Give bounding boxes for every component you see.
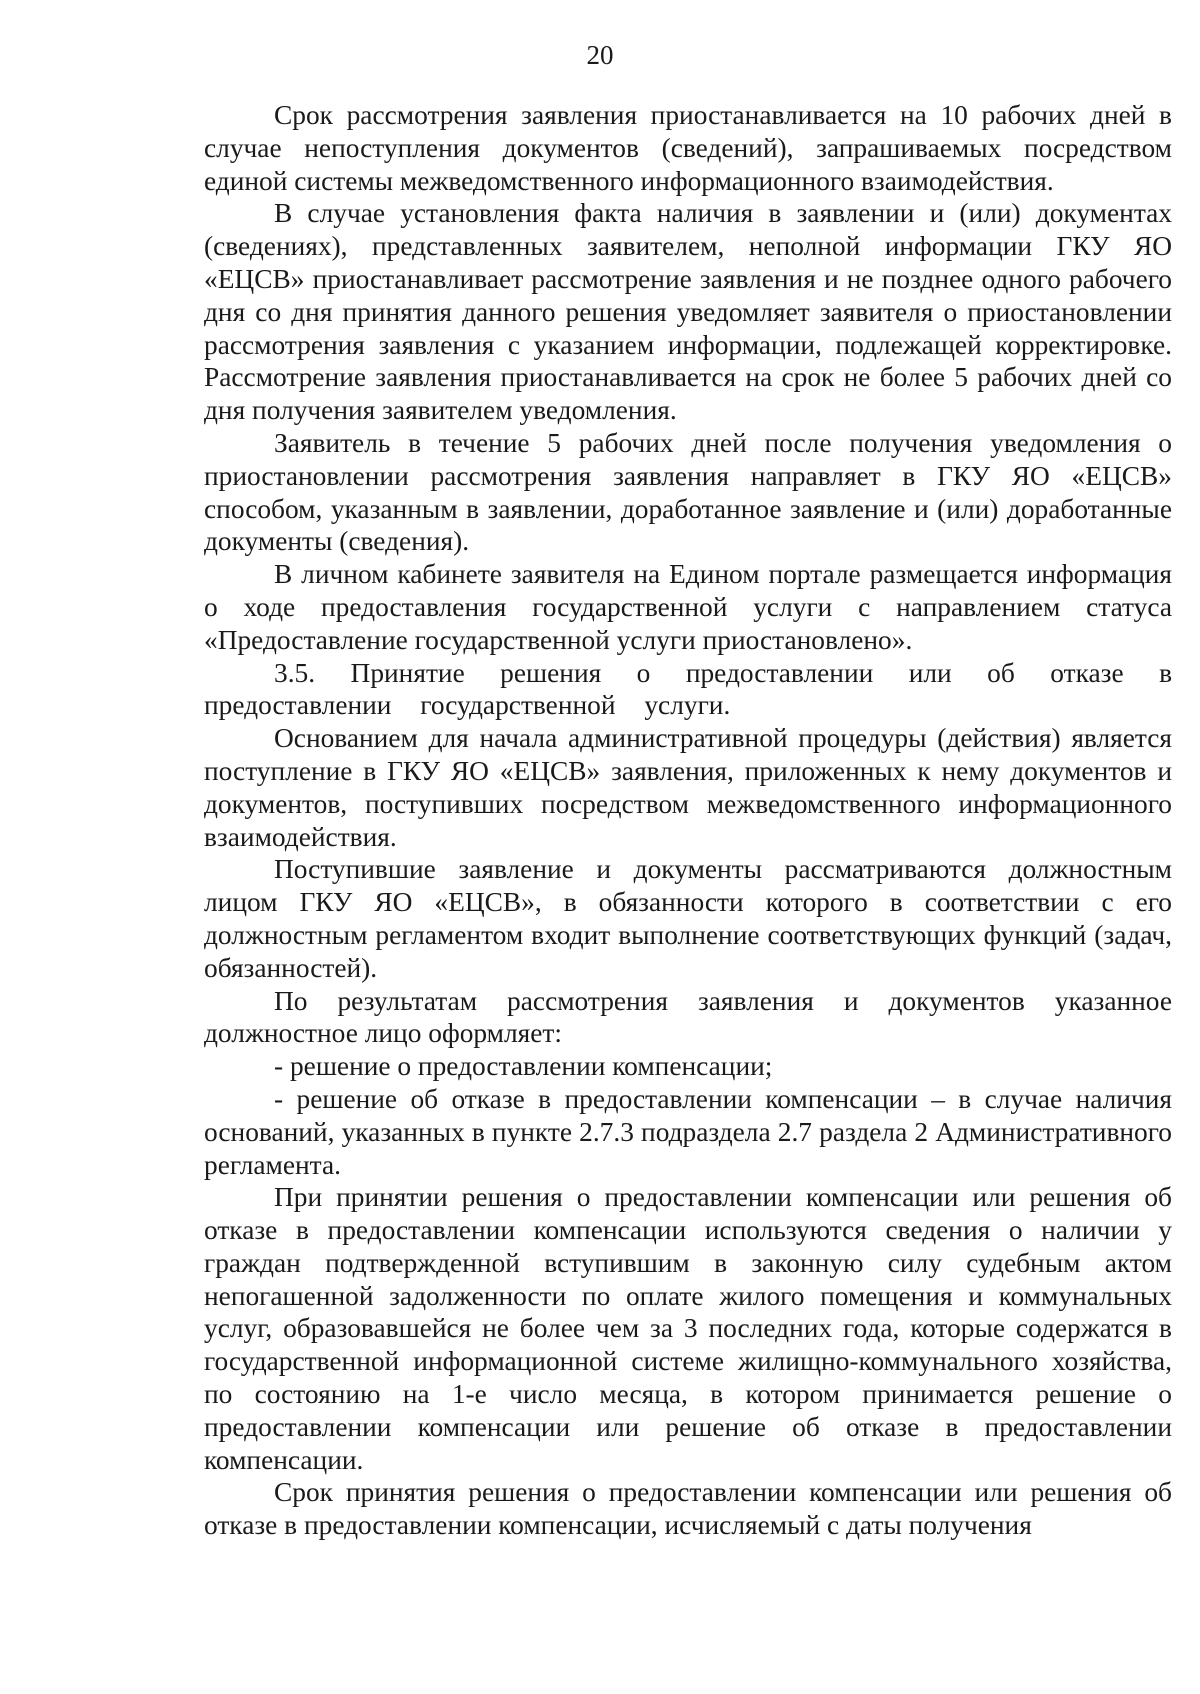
page-number: 20 — [586, 40, 614, 70]
paragraph-applicant-resubmission: Заявитель в течение 5 рабочих дней после получения уведомления о приостановлении рассмотрения заявления направляет в ГКУ ЯО «ЕЦСВ» способом, указанным в заявлении, доработанное заявление и (или) доработанные документы (сведения). — [204, 427, 1172, 557]
paragraph-personal-account-status: В личном кабинете заявителя на Едином портале размещается информация о ходе предоставления государственной услуги с направлением статуса «Предоставление государственной услуги приостановлено». — [204, 559, 1172, 655]
paragraph-incomplete-information: В случае установления факта наличия в заявлении и (или) документах (сведениях), представленных заявителем, неполной информации ГКУ ЯО «ЕЦСВ» приостанавливает рассмотрение заявления и не позднее одного рабочего дня со дня принятия данного решения уведомляет заявителя о приостановлении рассмотрения заявления с указанием информации, подлежащей корректировке. Рассмотрение заявления приостанавливается на срок не более 5 рабочих дней со дня получения заявителем уведомления. — [204, 198, 1172, 426]
list-item-refusal-decision: - решение об отказе в предоставлении компенсации – в случае наличия оснований, указанных в пункте 2.7.3 подраздела 2.7 раздела 2 Административного регламента. — [204, 1083, 1172, 1180]
paragraph-debt-information: При принятии решения о предоставлении компенсации или решения об отказе в предоставлении компенсации используются сведения о наличии у граждан подтвержденной вступившим в законную силу судебным актом непогашенной задолженности по оплате жилого помещения и коммунальных услуг, образовавшейся не более чем за 3 последних года, которые содержатся в государственной информационной системе жилищно-коммунального хозяйства, по состоянию на 1-е число месяца, в котором принимается решение о предоставлении компенсации или решение об отказе в предоставлении компенсации. — [204, 1182, 1172, 1475]
paragraph-review-results: По результатам рассмотрения заявления и документов указанное должностное лицо оформляет: — [204, 985, 1172, 1049]
list-item-grant-decision: - решение о предоставлении компенсации; — [274, 1051, 773, 1082]
document-body — [204, 99, 1172, 1542]
section-heading-3-5: 3.5. Принятие решения о предоставлении или об отказе в предоставлении государственной услуги. — [204, 657, 1172, 721]
paragraph-decision-term: Срок принятия решения о предоставлении компенсации или решения об отказе в предоставлении компенсации, исчисляемый с даты получения — [204, 1477, 1172, 1541]
paragraph-suspension-term: Срок рассмотрения заявления приостанавливается на 10 рабочих дней в случае непоступления документов (сведений), запрашиваемых посредством единой системы межведомственного информационного взаимодействия. — [204, 100, 1172, 196]
paragraph-procedure-basis: Основанием для начала административной процедуры (действия) является поступление в ГКУ ЯО «ЕЦСВ» заявления, приложенных к нему документов и документов, поступивших посредством межведомственного информационного взаимодействия. — [204, 723, 1172, 852]
paragraph-responsible-official: Поступившие заявление и документы рассматриваются должностным лицом ГКУ ЯО «ЕЦСВ», в обязанности которого в соответствии с его должностным регламентом входит выполнение соответствующих функций (задач, обязанностей). — [204, 854, 1172, 983]
